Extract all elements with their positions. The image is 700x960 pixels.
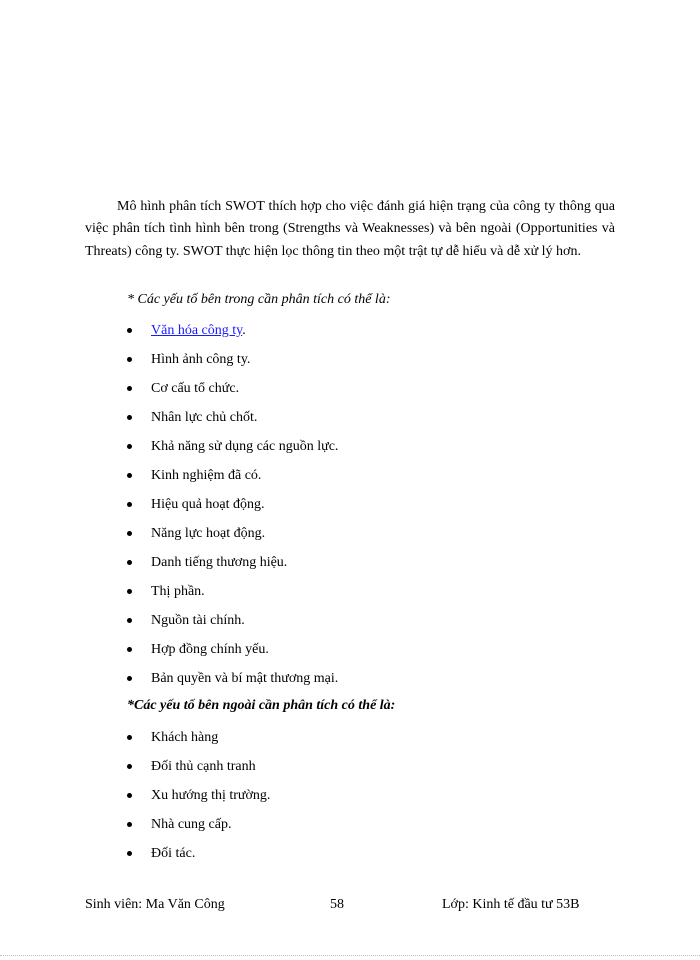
internal-item-text: Năng lực hoạt động. [151, 526, 266, 541]
footer-student: Sinh viên: Ma Văn Công [85, 897, 225, 912]
external-list-item [0, 844, 600, 873]
internal-item-text: Thị phần. [151, 584, 205, 599]
bullet-icon [127, 328, 132, 333]
internal-item-text: Kinh nghiệm đã có. [151, 468, 262, 483]
internal-item-text: Khả năng sử dụng các nguồn lực. [151, 439, 339, 454]
external-item-text: Khách hàng [151, 730, 219, 745]
internal-list-item [0, 553, 600, 582]
external-factors-list [0, 728, 600, 873]
internal-item-suffix: . [242, 323, 246, 338]
external-item-text: Đối thủ cạnh tranh [151, 759, 256, 774]
internal-item-text [151, 321, 246, 341]
internal-list-item [0, 582, 600, 611]
bullet-icon [127, 764, 132, 769]
external-item-text: Xu hướng thị trường. [151, 788, 271, 803]
bullet-icon [127, 647, 132, 652]
bullet-icon [127, 357, 132, 362]
internal-list-item [0, 437, 600, 466]
internal-factors-heading: * Các yếu tố bên trong cần phân tích có thể là: [127, 292, 391, 307]
bullet-icon [127, 822, 132, 827]
bullet-icon [127, 735, 132, 740]
bullet-icon [127, 676, 132, 681]
bullet-icon [127, 589, 132, 594]
internal-item-text: Bản quyền và bí mật thương mại. [151, 671, 339, 686]
bullet-icon [127, 444, 132, 449]
bullet-icon [127, 851, 132, 856]
bullet-icon [127, 618, 132, 623]
internal-item-text: Cơ cấu tổ chức. [151, 381, 240, 396]
external-list-item [0, 757, 600, 786]
external-item-text: Đối tác. [151, 846, 196, 861]
bullet-icon [127, 415, 132, 420]
intro-paragraph: Mô hình phân tích SWOT thích hợp cho việc đánh giá hiện trạng của công ty thông qua việc phân tích tình hình bên trong (Strengths và Weaknesses) và bên ngoài (Opportunities và Threats) công ty. SWOT thực hiện lọc thông tin theo một trật tự dễ hiểu và dễ xử lý hơn. [85, 199, 615, 259]
internal-item-text: Nhân lực chủ chốt. [151, 410, 258, 425]
page-footer [0, 897, 700, 917]
internal-list-item[interactable] [0, 321, 600, 350]
internal-item-text: Hợp đồng chính yếu. [151, 642, 269, 657]
external-list-item [0, 815, 600, 844]
internal-list-item [0, 611, 600, 640]
internal-item-text: Nguồn tài chính. [151, 613, 245, 628]
internal-item-text: Danh tiếng thương hiệu. [151, 555, 288, 570]
internal-list-item [0, 669, 600, 698]
internal-item-link[interactable]: Văn hóa công ty [151, 323, 243, 338]
bullet-icon [127, 560, 132, 565]
internal-list-item [0, 640, 600, 669]
internal-list-item [0, 466, 600, 495]
internal-factors-list [0, 321, 600, 698]
page-boundary-divider [0, 955, 700, 956]
footer-page-number: 58 [330, 897, 344, 912]
bullet-icon [127, 473, 132, 478]
external-item-text: Nhà cung cấp. [151, 817, 232, 832]
external-list-item [0, 786, 600, 815]
internal-list-item [0, 495, 600, 524]
bullet-icon [127, 793, 132, 798]
internal-list-item [0, 408, 600, 437]
internal-list-item [0, 524, 600, 553]
bullet-icon [127, 531, 132, 536]
internal-list-item [0, 379, 600, 408]
internal-list-item [0, 350, 600, 379]
internal-item-text: Hình ảnh công ty. [151, 352, 251, 367]
bullet-icon [127, 386, 132, 391]
external-list-item [0, 728, 600, 757]
bullet-icon [127, 502, 132, 507]
footer-class: Lớp: Kinh tế đầu tư 53B [442, 897, 580, 912]
external-factors-heading: *Các yếu tố bên ngoài cần phân tích có thể là: [127, 698, 396, 713]
internal-item-text: Hiệu quả hoạt động. [151, 497, 265, 512]
